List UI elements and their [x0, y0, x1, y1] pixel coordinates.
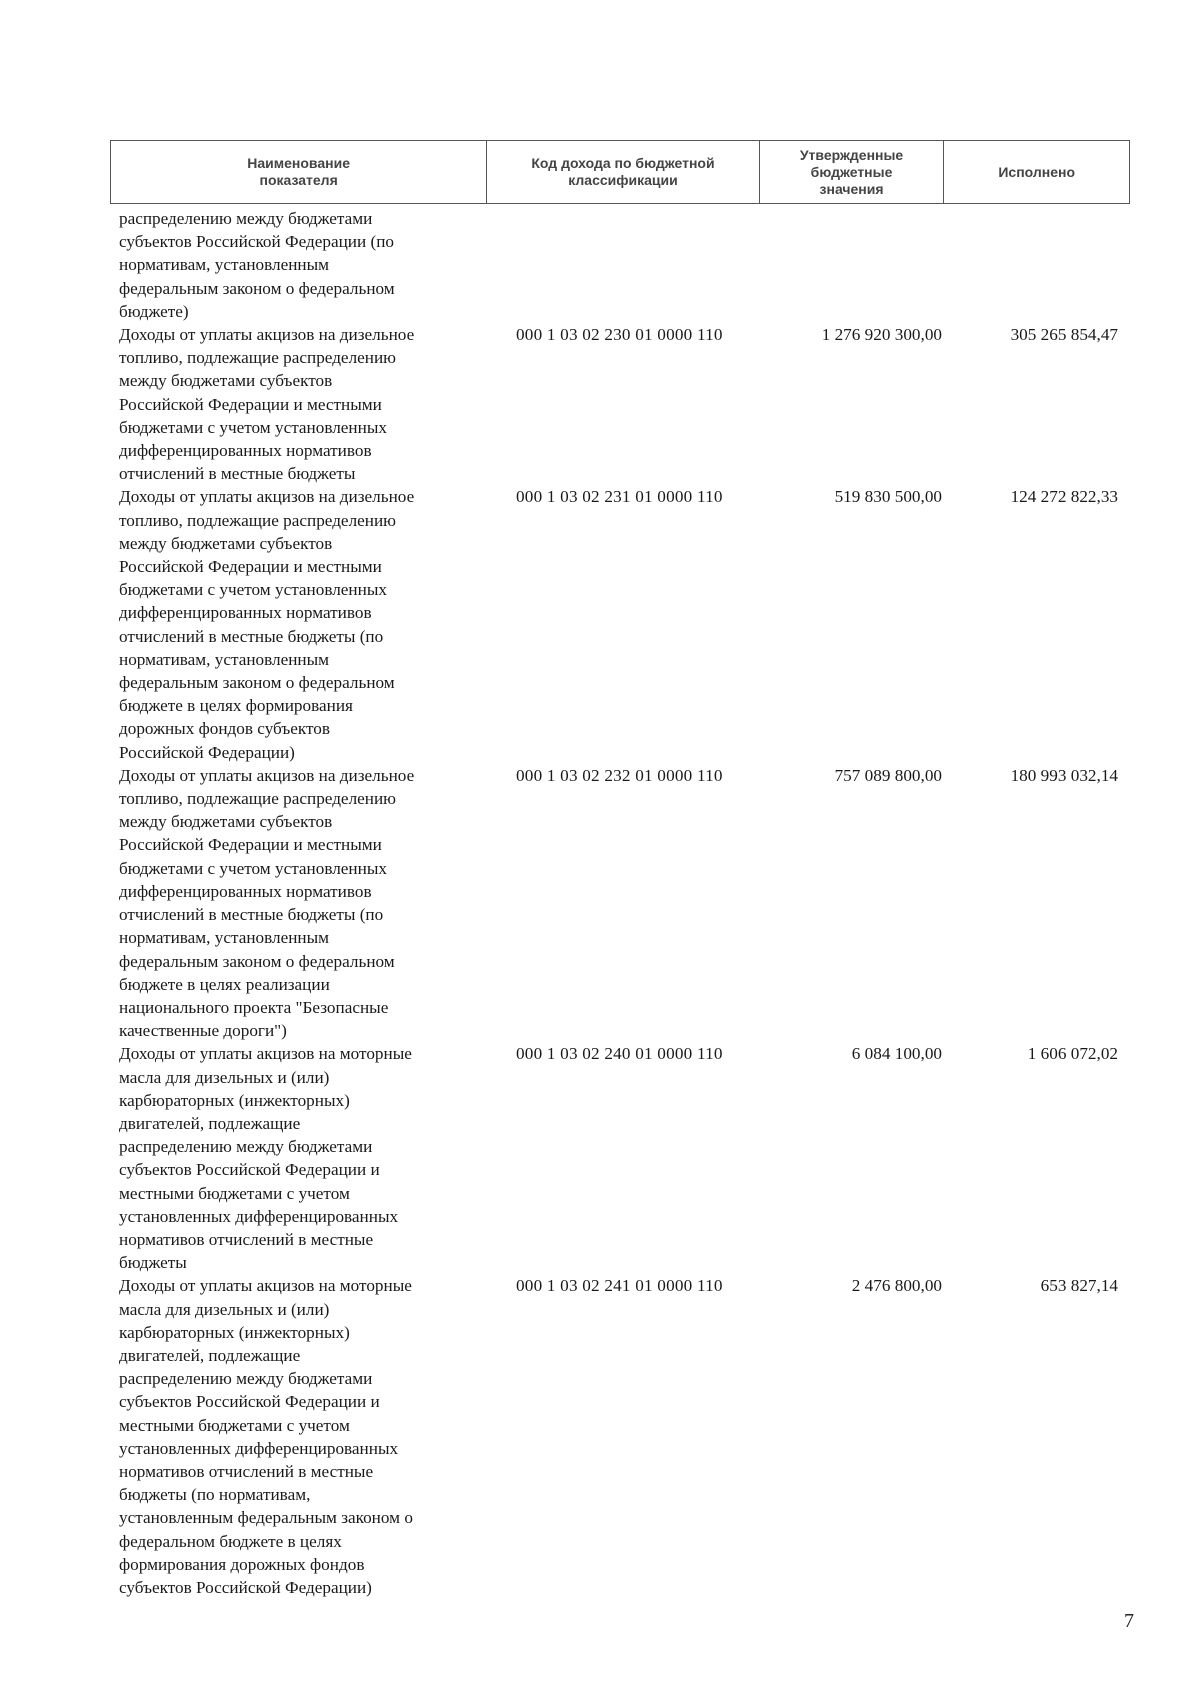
- cell-approved: 2 476 800,00: [851, 1276, 942, 1296]
- cell-approved: 1 276 920 300,00: [821, 325, 942, 345]
- cell-name: Доходы от уплаты акцизов на моторные масла для дизельных и (или) карбюраторных (инжекторных) двигателей, подлежащие распределению между бюджетами субъектов Российской Федерации и местными бюджетами с учетом установленных дифференцированных нормативов отчислений в местные бюджеты (по нормативам, установленным федеральным законом о федеральном бюджете в целях формирования дорожных фондов субъектов Российской Федерации): [119, 1276, 413, 1597]
- cell-name: распределению между бюджетами субъектов Российской Федерации (по нормативам, установленным федеральным законом о федеральном бюджете): [119, 209, 395, 321]
- header-code: Код дохода по бюджетной классификации: [487, 141, 759, 203]
- table-body: [110, 207, 1130, 1599]
- cell-name: Доходы от уплаты акцизов на моторные масла для дизельных и (или) карбюраторных (инжекторных) двигателей, подлежащие распределению между бюджетами субъектов Российской Федерации и местными бюджетами с учетом установленных дифференцированных нормативов отчислений в местные бюджеты: [119, 1044, 412, 1273]
- cell-approved: 6 084 100,00: [851, 1044, 942, 1064]
- cell-code: 000 1 03 02 241 01 0000 110: [516, 1276, 723, 1296]
- table-row: [110, 764, 1130, 1042]
- cell-executed: 305 265 854,47: [1010, 325, 1118, 345]
- cell-executed: 653 827,14: [1040, 1276, 1118, 1296]
- cell-name: Доходы от уплаты акцизов на дизельное топливо, подлежащие распределению между бюджетами субъектов Российской Федерации и местными бюджетами с учетом установленных дифференцированных нормативов отчислений в местные бюджеты (по нормативам, установленным федеральным законом о федеральном бюджете в целях реализации национального проекта "Безопасные качественные дороги"): [119, 765, 415, 1041]
- table-row: [110, 1042, 1130, 1274]
- cell-executed: 180 993 032,14: [1010, 765, 1118, 785]
- cell-code: 000 1 03 02 230 01 0000 110: [516, 325, 723, 345]
- cell-code: 000 1 03 02 231 01 0000 110: [516, 487, 723, 507]
- table-row: [110, 207, 1130, 323]
- cell-code: 000 1 03 02 232 01 0000 110: [516, 765, 723, 785]
- header-approved: Утвержденные бюджетные значения: [760, 141, 945, 203]
- header-executed: Исполнено: [998, 163, 1075, 180]
- page-number: 7: [1124, 1610, 1134, 1632]
- table-row: [110, 485, 1130, 763]
- cell-name: Доходы от уплаты акцизов на дизельное топливо, подлежащие распределению между бюджетами субъектов Российской Федерации и местными бюджетами с учетом установленных дифференцированных нормативов отчислений в местные бюджеты (по нормативам, установленным федеральным законом о федеральном бюджете в целях формирования дорожных фондов субъектов Российской Федерации): [119, 487, 415, 762]
- table-header: [110, 140, 1130, 204]
- cell-code: 000 1 03 02 240 01 0000 110: [516, 1044, 723, 1064]
- table-row: [110, 323, 1130, 485]
- cell-name: Доходы от уплаты акцизов на дизельное топливо, подлежащие распределению между бюджетами субъектов Российской Федерации и местными бюджетами с учетом установленных дифференцированных нормативов отчислений в местные бюджеты: [119, 325, 415, 484]
- header-name: Наименование показателя: [111, 141, 487, 203]
- cell-approved: 519 830 500,00: [834, 487, 942, 507]
- cell-approved: 757 089 800,00: [834, 765, 942, 785]
- cell-executed: 124 272 822,33: [1010, 487, 1118, 507]
- cell-executed: 1 606 072,02: [1027, 1044, 1118, 1064]
- table-row: [110, 1274, 1130, 1599]
